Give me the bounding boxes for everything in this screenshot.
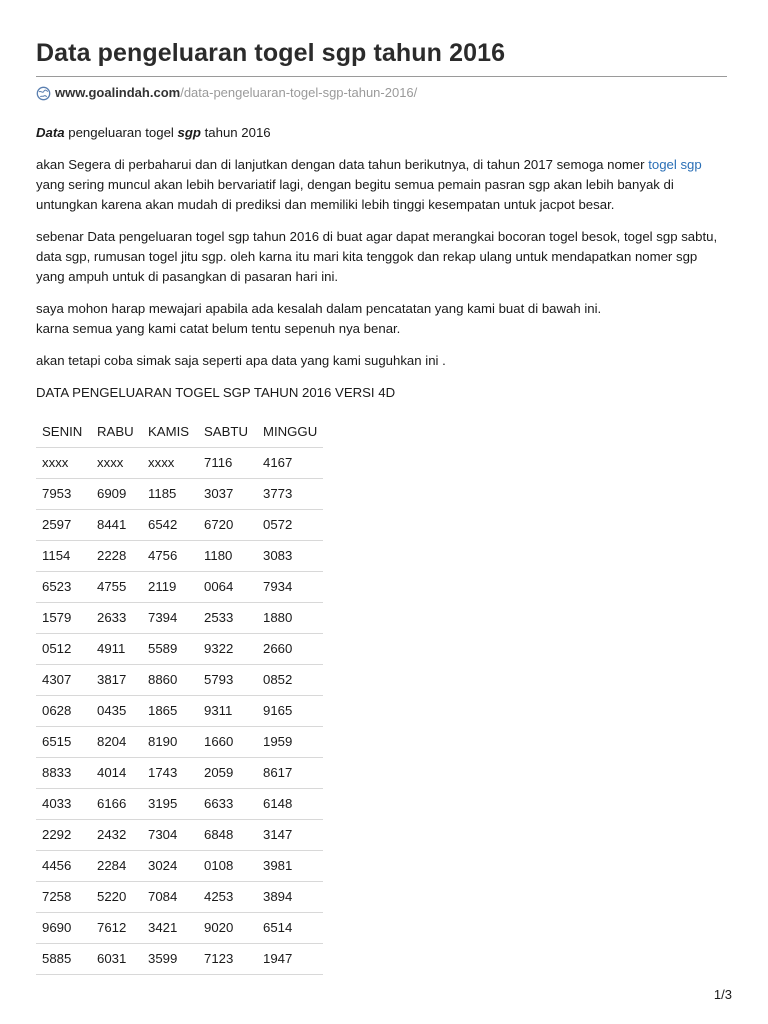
table-cell: 2633: [91, 603, 142, 634]
article-body: [36, 123, 727, 975]
table-cell: 7123: [198, 944, 257, 975]
table-cell: 9020: [198, 913, 257, 944]
table-cell: 7084: [142, 882, 198, 913]
table-cell: 6523: [36, 572, 91, 603]
table-row: [36, 944, 323, 975]
source-path: /data-pengeluaran-togel-sgp-tahun-2016/: [180, 85, 418, 100]
table-cell: 7953: [36, 479, 91, 510]
table-cell: xxxx: [91, 448, 142, 479]
table-cell: 7116: [198, 448, 257, 479]
table-row: [36, 727, 323, 758]
table-cell: xxxx: [142, 448, 198, 479]
lead-paragraph: [36, 123, 727, 143]
table-cell: 5589: [142, 634, 198, 665]
header-rabu: RABU: [91, 416, 142, 448]
header-sabtu: SABTU: [198, 416, 257, 448]
table-cell: 6909: [91, 479, 142, 510]
table-row: [36, 541, 323, 572]
page-number: 1/3: [713, 987, 732, 1002]
table-row: [36, 634, 323, 665]
table-cell: 0064: [198, 572, 257, 603]
table-cell: 1180: [198, 541, 257, 572]
table-cell: 6166: [91, 789, 142, 820]
table-cell: 6848: [198, 820, 257, 851]
table-cell: 0628: [36, 696, 91, 727]
document-page: [36, 36, 727, 975]
table-cell: 4014: [91, 758, 142, 789]
table-cell: 2660: [257, 634, 323, 665]
table-cell: 1743: [142, 758, 198, 789]
table-cell: 5885: [36, 944, 91, 975]
table-heading: DATA PENGELUARAN TOGEL SGP TAHUN 2016 VERSI 4D: [36, 385, 396, 400]
table-row: [36, 665, 323, 696]
table-row: [36, 820, 323, 851]
table-cell: 4033: [36, 789, 91, 820]
table-cell: 7612: [91, 913, 142, 944]
paragraph-intro-table: akan tetapi coba simak saja seperti apa data yang kami suguhkan ini .: [36, 353, 446, 368]
table-row: [36, 882, 323, 913]
table-row: [36, 789, 323, 820]
table-cell: 4911: [91, 634, 142, 665]
table-cell: 8441: [91, 510, 142, 541]
lead-bold-sgp: sgp: [177, 125, 201, 140]
table-cell: 6542: [142, 510, 198, 541]
paragraph-update-notice: [36, 155, 727, 215]
table-cell: 2228: [91, 541, 142, 572]
table-cell: 2533: [198, 603, 257, 634]
header-senin: SENIN: [36, 416, 91, 448]
table-cell: 3894: [257, 882, 323, 913]
table-cell: 1947: [257, 944, 323, 975]
table-row: [36, 913, 323, 944]
table-cell: 0435: [91, 696, 142, 727]
lead-bold-data: Data: [36, 125, 65, 140]
table-cell: 2059: [198, 758, 257, 789]
table-header-row: [36, 416, 323, 448]
table-cell: 2292: [36, 820, 91, 851]
table-cell: 6148: [257, 789, 323, 820]
table-cell: 7258: [36, 882, 91, 913]
table-cell: 4167: [257, 448, 323, 479]
table-cell: 5793: [198, 665, 257, 696]
table-cell: 8204: [91, 727, 142, 758]
table-cell: 2119: [142, 572, 198, 603]
table-cell: 1579: [36, 603, 91, 634]
table-cell: 7394: [142, 603, 198, 634]
table-cell: 0512: [36, 634, 91, 665]
table-cell: 0572: [257, 510, 323, 541]
table-row: [36, 696, 323, 727]
table-row: [36, 851, 323, 882]
title-divider: [36, 76, 727, 77]
disclaimer-line-1: saya mohon harap mewajari apabila ada kesalah dalam pencatatan yang kami buat di bawah ini.: [36, 301, 602, 316]
table-cell: 9311: [198, 696, 257, 727]
table-cell: 2432: [91, 820, 142, 851]
lead-end-text: tahun 2016: [200, 125, 271, 140]
results-table: [36, 416, 323, 975]
table-cell: 3773: [257, 479, 323, 510]
table-row: [36, 479, 323, 510]
table-cell: 3037: [198, 479, 257, 510]
table-row: [36, 510, 323, 541]
table-row: [36, 572, 323, 603]
table-cell: 4756: [142, 541, 198, 572]
table-cell: 4456: [36, 851, 91, 882]
lead-mid-text: pengeluaran togel: [64, 125, 178, 140]
table-cell: 7304: [142, 820, 198, 851]
table-cell: xxxx: [36, 448, 91, 479]
page-title: Data pengeluaran togel sgp tahun 2016: [36, 39, 506, 67]
table-cell: 8190: [142, 727, 198, 758]
table-cell: 6031: [91, 944, 142, 975]
table-cell: 8860: [142, 665, 198, 696]
togel-sgp-link[interactable]: togel sgp: [648, 157, 702, 172]
table-cell: 8617: [257, 758, 323, 789]
table-cell: 6515: [36, 727, 91, 758]
table-body: [36, 448, 323, 975]
paragraph-purpose: sebenar Data pengeluaran togel sgp tahun 2016 di buat agar dapat merangkai bocoran togel besok, togel sgp sabtu, data sgp, rumusan togel jitu sgp. oleh karna itu mari kita tenggok dan rekap ulang untuk mendapatkan nomer sgp yang ampuh untuk di pasangkan di pasaran hari ini.: [36, 229, 718, 284]
globe-icon: [36, 86, 51, 101]
table-cell: 3599: [142, 944, 198, 975]
table-cell: 9322: [198, 634, 257, 665]
table-cell: 3024: [142, 851, 198, 882]
table-cell: 4307: [36, 665, 91, 696]
table-cell: 3421: [142, 913, 198, 944]
table-row: [36, 603, 323, 634]
source-link[interactable]: [36, 83, 727, 103]
table-cell: 3981: [257, 851, 323, 882]
table-row: [36, 448, 323, 479]
table-cell: 9690: [36, 913, 91, 944]
source-domain: www.goalindah.com: [55, 85, 181, 100]
header-kamis: KAMIS: [142, 416, 198, 448]
table-cell: 2597: [36, 510, 91, 541]
table-cell: 1880: [257, 603, 323, 634]
p2-after-text: yang sering muncul akan lebih bervariatif lagi, dengan begitu semua pemain pasran sgp akan lebih banyak di untungkan karena akan mudah di prediksi dan memiliki lebih tinggi kesempatan untuk jacpot besar.: [36, 177, 674, 212]
table-cell: 6720: [198, 510, 257, 541]
table-cell: 2284: [91, 851, 142, 882]
table-cell: 0852: [257, 665, 323, 696]
table-cell: 3817: [91, 665, 142, 696]
table-cell: 8833: [36, 758, 91, 789]
table-cell: 4253: [198, 882, 257, 913]
disclaimer-line-2: karna semua yang kami catat belum tentu sepenuh nya benar.: [36, 321, 401, 336]
table-cell: 1154: [36, 541, 91, 572]
table-cell: 4755: [91, 572, 142, 603]
table-cell: 5220: [91, 882, 142, 913]
table-cell: 0108: [198, 851, 257, 882]
table-cell: 7934: [257, 572, 323, 603]
table-cell: 3147: [257, 820, 323, 851]
table-cell: 1865: [142, 696, 198, 727]
table-cell: 1185: [142, 479, 198, 510]
table-cell: 6633: [198, 789, 257, 820]
table-cell: 1959: [257, 727, 323, 758]
table-cell: 6514: [257, 913, 323, 944]
table-row: [36, 758, 323, 789]
table-cell: 1660: [198, 727, 257, 758]
table-cell: 3083: [257, 541, 323, 572]
p2-before-text: akan Segera di perbaharui dan di lanjutkan dengan data tahun berikutnya, di tahun 2017 semoga nomer: [36, 157, 649, 172]
header-minggu: MINGGU: [257, 416, 323, 448]
paragraph-disclaimer: [36, 299, 727, 339]
table-cell: 3195: [142, 789, 198, 820]
table-cell: 9165: [257, 696, 323, 727]
